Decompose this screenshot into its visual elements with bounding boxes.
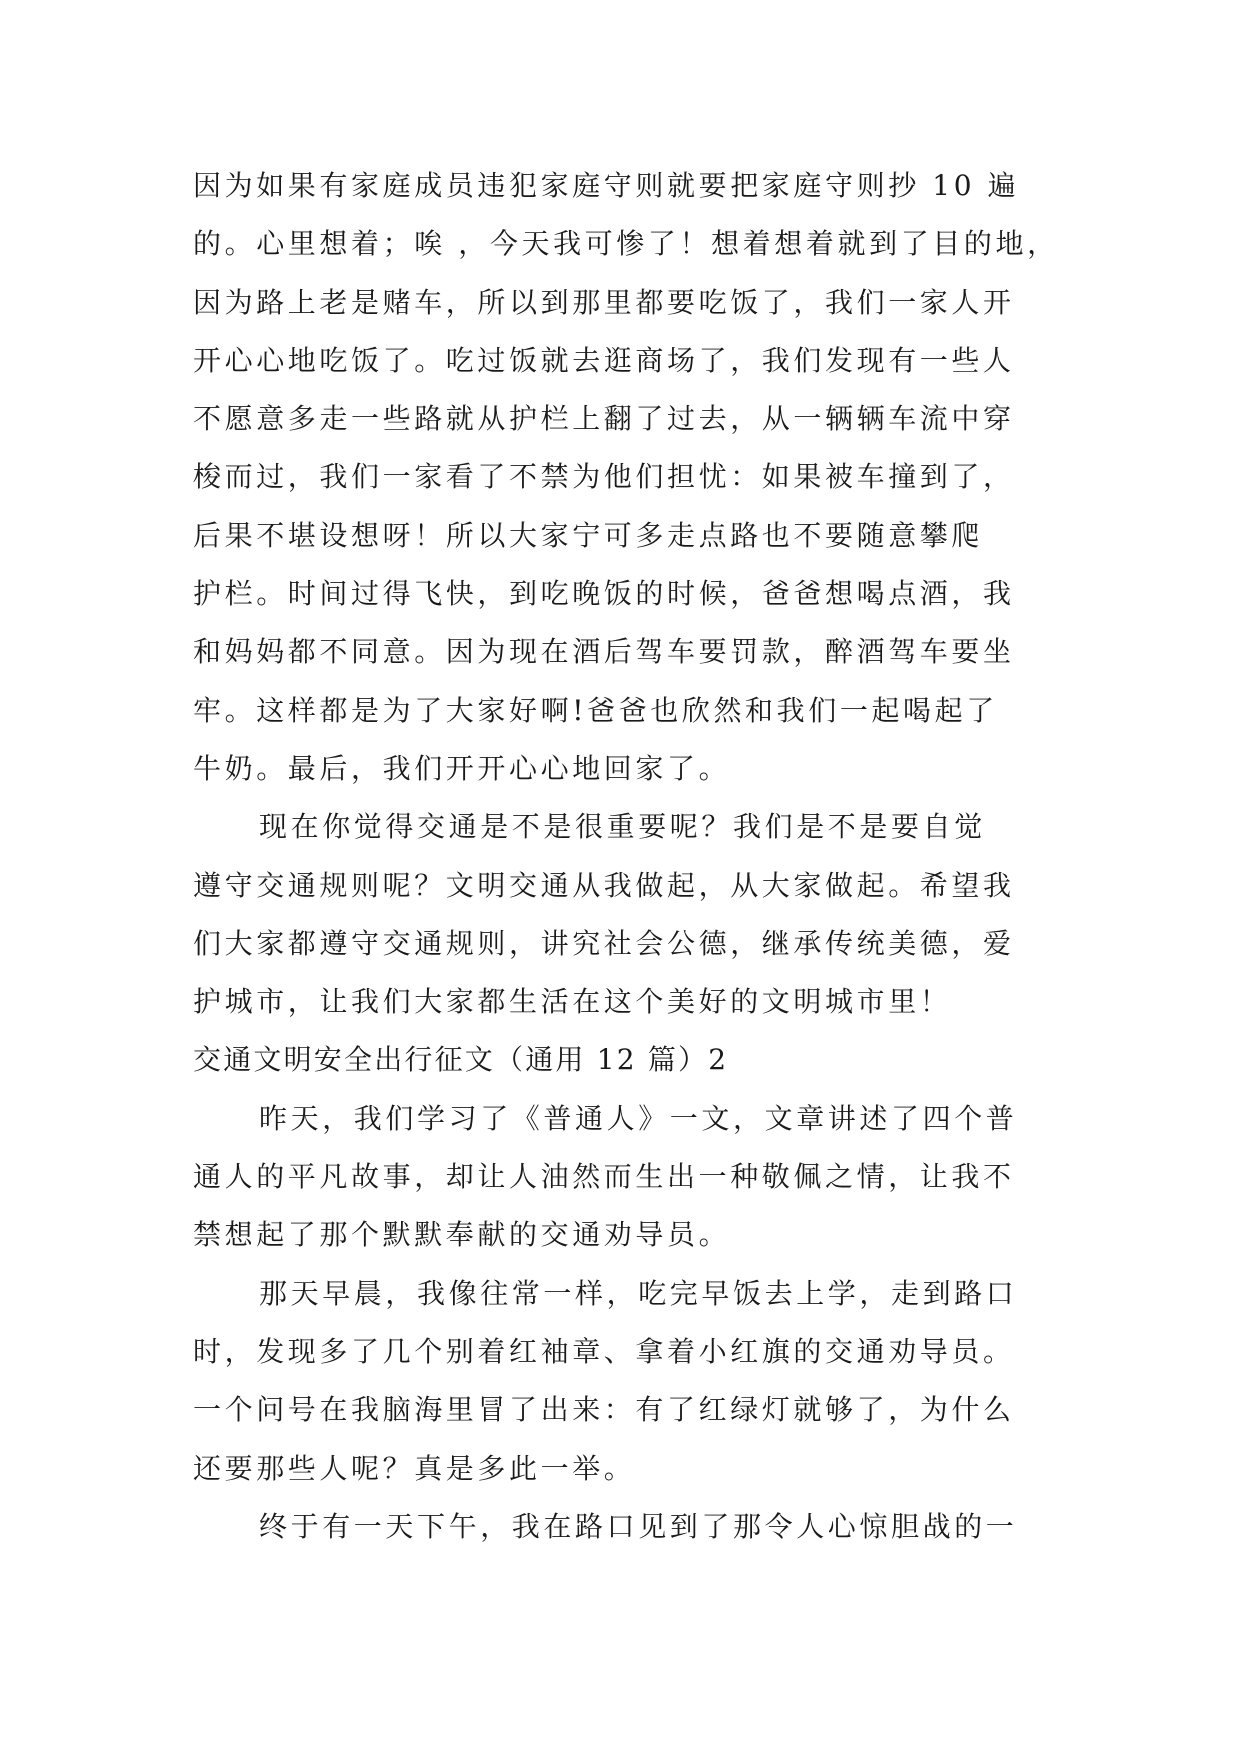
body-line: 和妈妈都不同意。因为现在酒后驾车要罚款，醉酒驾车要坐 xyxy=(193,635,1015,669)
body-line: 护栏。时间过得飞快，到吃晚饭的时候，爸爸想喝点酒，我 xyxy=(193,577,1015,611)
body-line: 后果不堪设想呀！所以大家宁可多走点路也不要随意攀爬 xyxy=(193,518,984,552)
body-line: 通人的平凡故事，却让人油然而生出一种敬佩之情，让我不 xyxy=(193,1160,1015,1194)
body-line: 一个问号在我脑海里冒了出来：有了红绿灯就够了，为什么 xyxy=(193,1393,1015,1427)
body-line: 还要那些人呢？真是多此一举。 xyxy=(193,1451,636,1485)
body-line: 牛奶。最后，我们开开心心地回家了。 xyxy=(193,751,731,785)
body-line: 梭而过，我们一家看了不禁为他们担忧：如果被车撞到了， xyxy=(193,460,1015,494)
body-line: 开心心地吃饭了。吃过饭就去逛商场了，我们发现有一些人 xyxy=(193,343,1015,377)
body-line: 的。心里想着；唉 ，今天我可惨了！想着想着就到了目的地， xyxy=(193,227,1059,261)
paragraph-start-line: 那天早晨，我像往常一样，吃完早饭去上学，走到路口 xyxy=(259,1276,1018,1310)
body-line: 不愿意多走一些路就从护栏上翻了过去，从一辆辆车流中穿 xyxy=(193,402,1015,436)
body-line: 们大家都遵守交通规则，讲究社会公德，继承传统美德，爱 xyxy=(193,926,1015,960)
body-line: 牢。这样都是为了大家好啊!爸爸也欣然和我们一起喝起了 xyxy=(193,693,998,727)
section-heading: 交通文明安全出行征文（通用 12 篇）2 xyxy=(193,1043,729,1077)
paragraph-start-line: 昨天，我们学习了《普通人》一文，文章讲述了四个普 xyxy=(259,1101,1018,1135)
body-line: 时，发现多了几个别着红袖章、拿着小红旗的交通劝导员。 xyxy=(193,1334,1015,1368)
paragraph-start-line: 终于有一天下午，我在路口见到了那令人心惊胆战的一 xyxy=(259,1509,1018,1543)
body-line: 禁想起了那个默默奉献的交通劝导员。 xyxy=(193,1218,731,1252)
document-body xyxy=(193,157,1059,1556)
body-line: 因为如果有家庭成员违犯家庭守则就要把家庭守则抄 10 遍 xyxy=(193,169,1020,202)
paragraph-start-line: 现在你觉得交通是不是很重要呢？我们是不是要自觉 xyxy=(259,810,986,844)
body-line: 护城市，让我们大家都生活在这个美好的文明城市里！ xyxy=(193,985,952,1019)
body-line: 因为路上老是赌车，所以到那里都要吃饭了，我们一家人开 xyxy=(193,285,1015,319)
body-line: 遵守交通规则呢？文明交通从我做起，从大家做起。希望我 xyxy=(193,868,1015,902)
